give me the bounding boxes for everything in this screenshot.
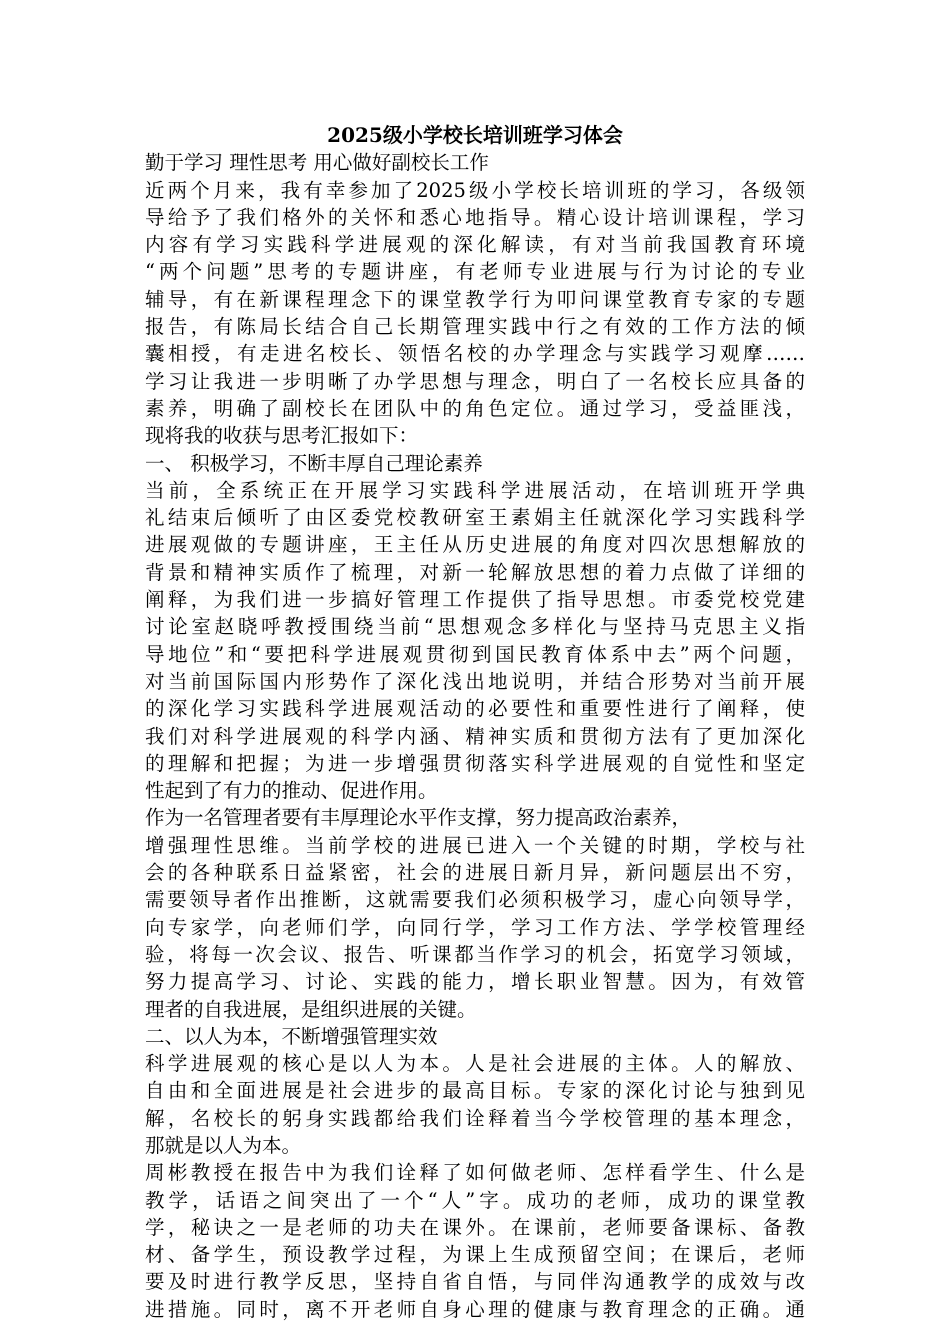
text-line: 讨论室赵晓呼教授围绕当前“思想观念多样化与坚持马克思主义指: [145, 615, 805, 639]
text-line: 进措施。同时，离不开老师自身心理的健康与教育理念的正确。通: [145, 1297, 805, 1321]
text-line: 要及时进行教学反思，坚持自省自悟，与同伴沟通教学的成效与改: [145, 1270, 805, 1294]
text-line: 验，将每一次会议、报告、听课都当作学习的机会，拓宽学习领域，: [145, 942, 805, 966]
text-line: 勤于学习 理性思考 用心做好副校长工作: [145, 151, 489, 175]
text-line: 增强理性思维。当前学校的进展已进入一个关键的时期，学校与社: [145, 833, 805, 857]
text-line: 导给予了我们格外的关怀和悉心地指导。精心设计培训课程，学习: [145, 205, 805, 229]
text-line: 教学，话语之间突出了一个“人”字。成功的老师，成功的课堂教: [145, 1188, 805, 1212]
text-line: 向专家学，向老师们学，向同行学，学习工作方法、学学校管理经: [145, 915, 805, 939]
text-line: 背景和精神实质作了梳理，对新一轮解放思想的着力点做了详细的: [145, 560, 805, 584]
text-line: 作为一名管理者要有丰厚理论水平作支撑，努力提高政治素养，: [145, 806, 692, 830]
text-line: 一、 积极学习，不断丰厚自己理论素养: [145, 451, 483, 475]
text-line: 阐释，为我们进一步搞好管理工作提供了指导思想。市委党校党建: [145, 588, 805, 612]
text-line: 报告，有陈局长结合自己长期管理实践中行之有效的工作方法的倾: [145, 315, 805, 339]
text-line: 解，名校长的躬身实践都给我们诠释着当今学校管理的基本理念，: [145, 1106, 805, 1130]
text-line: 现将我的收获与思考汇报如下：: [145, 424, 419, 448]
text-line: 辅导，有在新课程理念下的课堂教学行为叩问课堂教育专家的专题: [145, 287, 805, 311]
text-line: 科学进展观的核心是以人为本。人是社会进展的主体。人的解放、: [145, 1052, 805, 1076]
text-line: 性起到了有力的推动、促进作用。: [145, 779, 438, 803]
text-line: 导地位”和“要把科学进展观贯彻到国民教育体系中去”两个问题，: [145, 642, 805, 666]
text-line: 材、备学生，预设教学过程，为课上生成预留空间；在课后，老师: [145, 1243, 805, 1267]
text-line: 我们对科学进展观的科学内涵、精神实质和贯彻方法有了更加深化: [145, 724, 805, 748]
text-line: 周彬教授在报告中为我们诠释了如何做老师、怎样看学生、什么是: [145, 1161, 805, 1185]
text-line: 那就是以人为本。: [145, 1133, 302, 1157]
text-line: 的理解和把握；为进一步增强贯彻落实科学进展观的自觉性和坚定: [145, 751, 805, 775]
text-line: 二、以人为本，不断增强管理实效: [145, 1024, 438, 1048]
text-line: 努力提高学习、讨论、实践的能力，增长职业智慧。因为，有效管: [145, 970, 805, 994]
text-line: 需要领导者作出推断，这就需要我们必须积极学习，虚心向领导学，: [145, 888, 805, 912]
document-text: [145, 149, 805, 1323]
text-line: 内容有学习实践科学进展观的深化解读，有对当前我国教育环境: [145, 233, 805, 257]
text-line: 学习让我进一步明晰了办学思想与理念，明白了一名校长应具备的: [145, 369, 805, 393]
text-line: 素养，明确了副校长在团队中的角色定位。通过学习，受益匪浅，: [145, 396, 805, 420]
text-line: 当前，全系统正在开展学习实践科学进展活动，在培训班开学典: [145, 478, 805, 502]
text-line: 会的各种联系日益紧密，社会的进展日新月异，新问题层出不穷，: [145, 861, 805, 885]
text-line: 进展观做的专题讲座，王主任从历史进展的角度对四次思想解放的: [145, 533, 805, 557]
document-title: 2025级小学校长培训班学习体会: [327, 123, 623, 147]
text-line: 囊相授，有走进名校长、领悟名校的办学理念与实践学习观摩……: [145, 342, 805, 366]
text-line: 理者的自我进展，是组织进展的关键。: [145, 997, 477, 1021]
text-line: 学，秘诀之一是老师的功夫在课外。在课前，老师要备课标、备教: [145, 1215, 805, 1239]
document-body: [145, 122, 805, 1323]
text-line: 自由和全面进展是社会进步的最高目标。专家的深化讨论与独到见: [145, 1079, 805, 1103]
text-line: 的深化学习实践科学进展观活动的必要性和重要性进行了阐释，使: [145, 697, 805, 721]
text-line: “两个问题”思考的专题讲座，有老师专业进展与行为讨论的专业: [145, 260, 805, 284]
text-line: 近两个月来，我有幸参加了2025级小学校长培训班的学习，各级领: [145, 178, 805, 202]
text-line: 礼结束后倾听了由区委党校教研室王素娟主任就深化学习实践科学: [145, 506, 805, 530]
text-line: 对当前国际国内形势作了深化浅出地说明，并结合形势对当前开展: [145, 669, 805, 693]
